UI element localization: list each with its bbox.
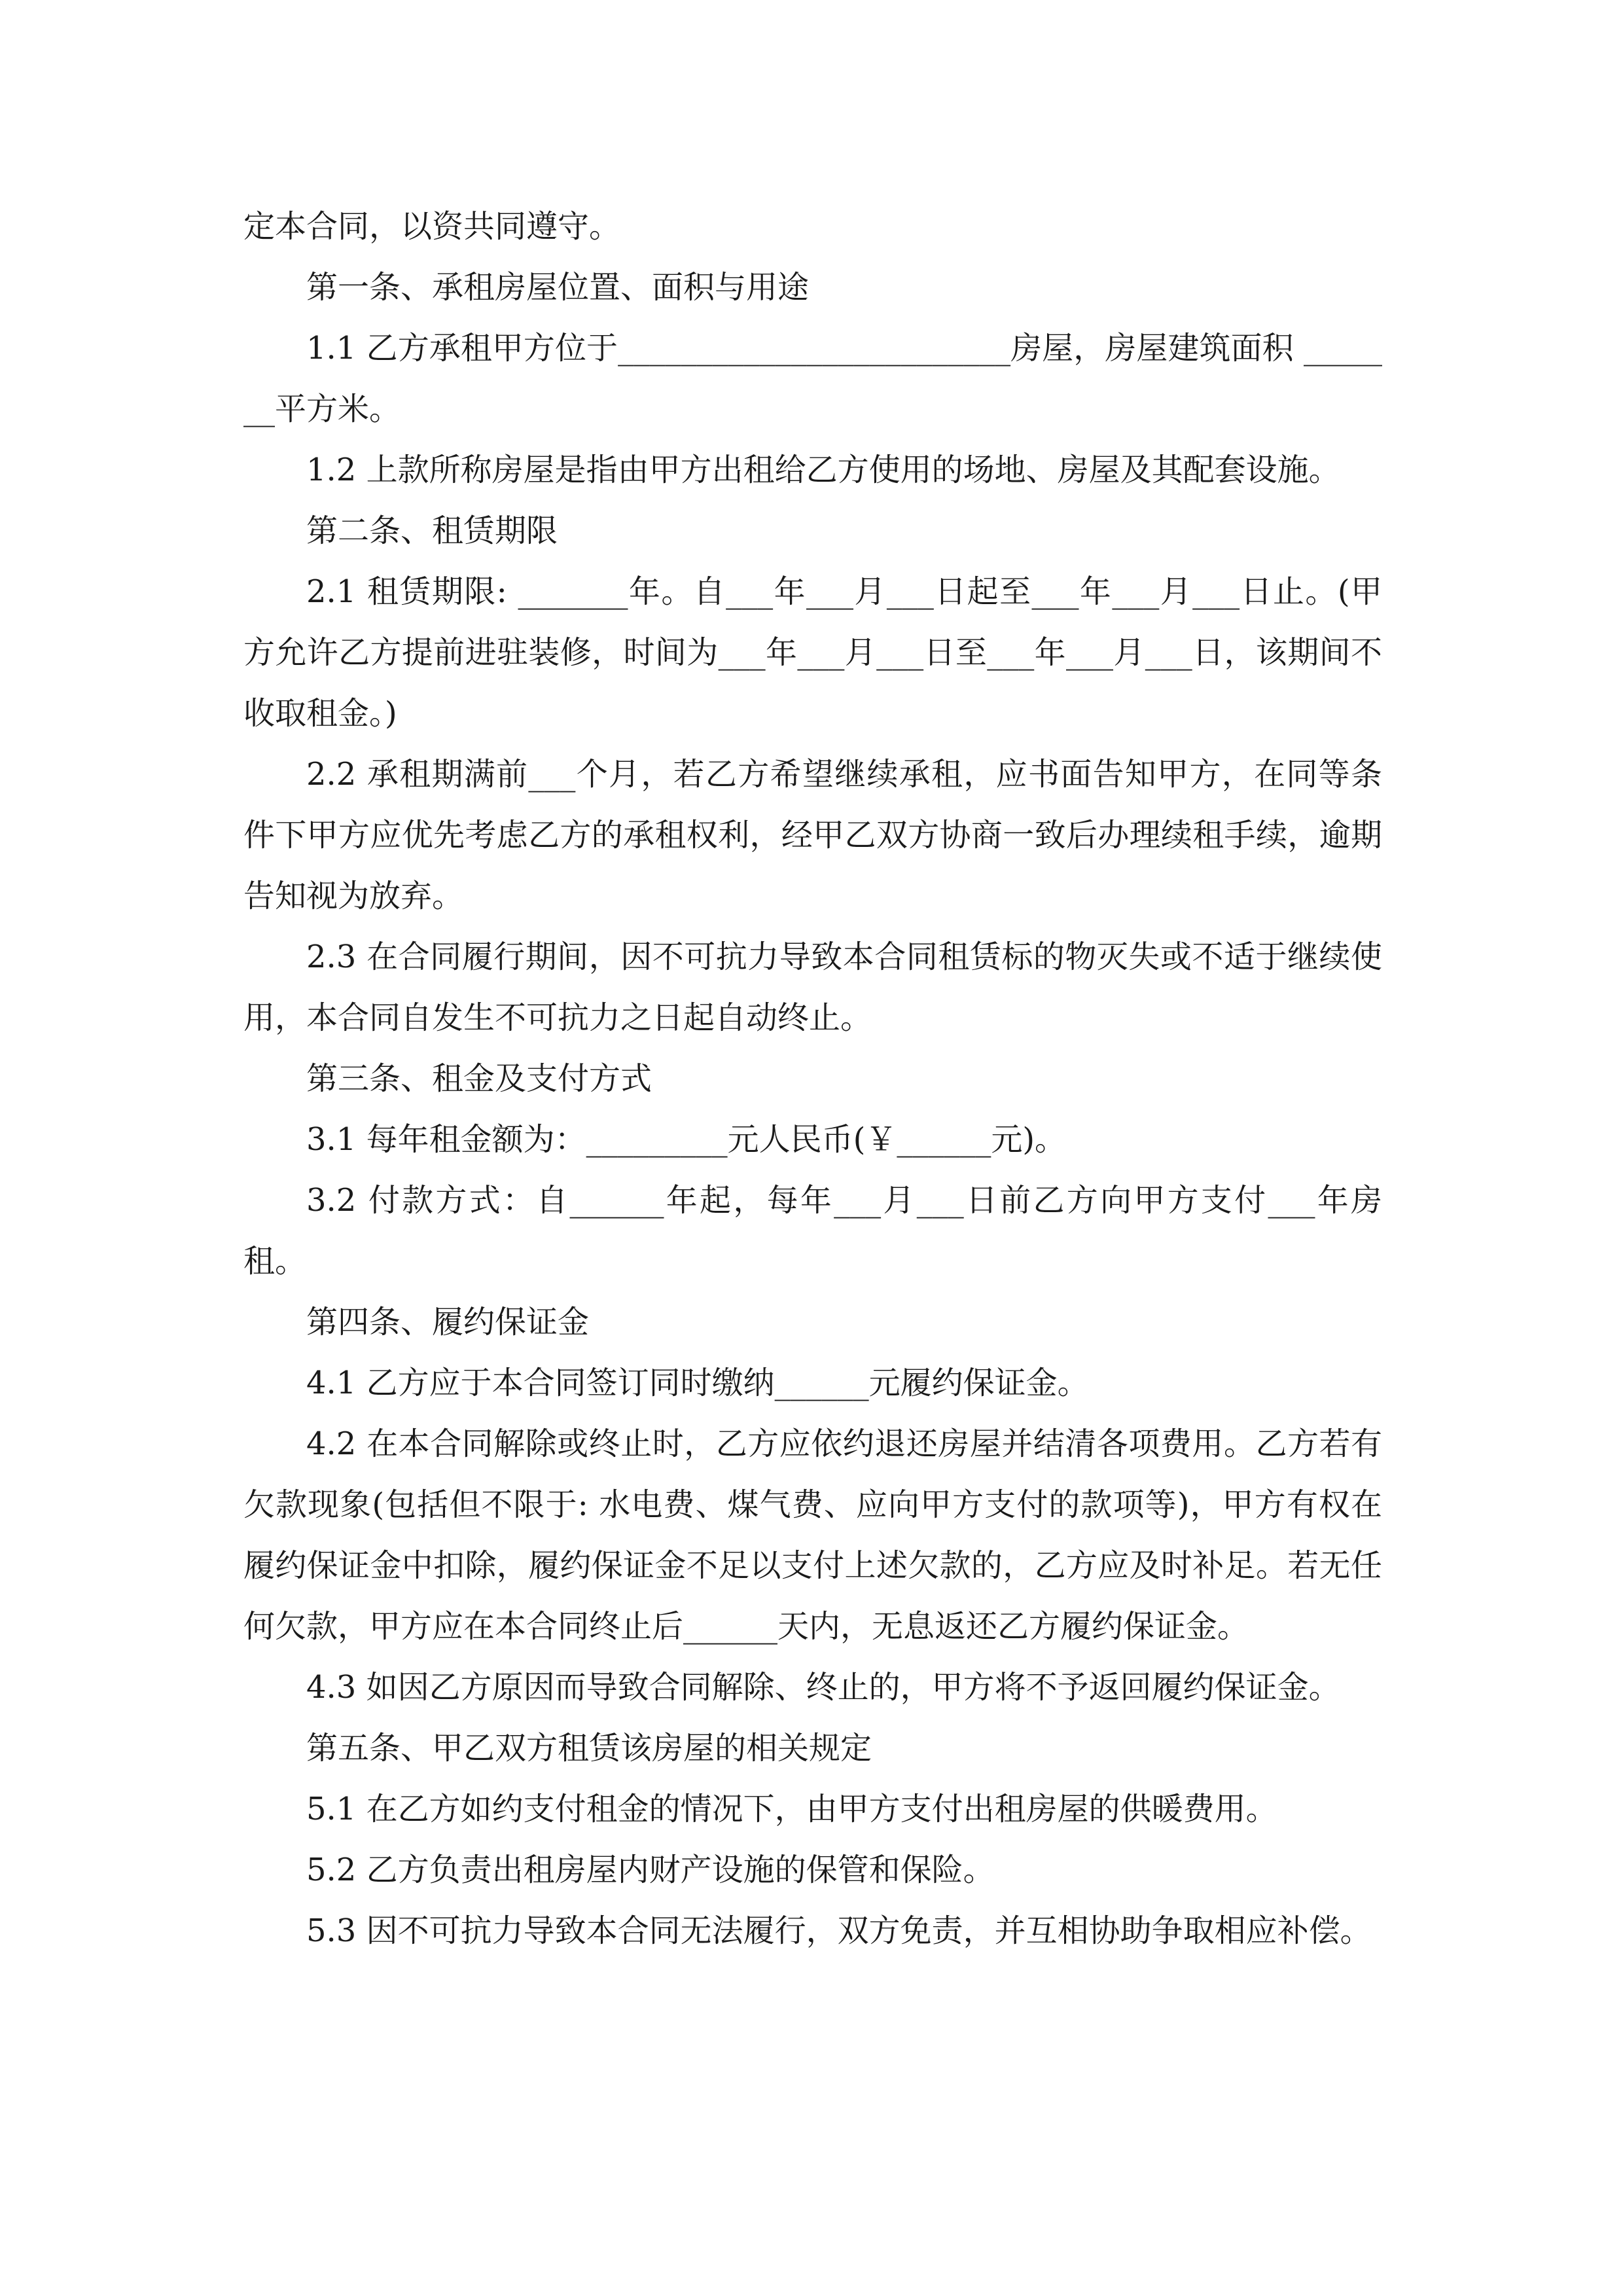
clause-1-1: 1.1 乙方承租甲方位于_________________________房屋，房屋建筑面积 _______平方米。 (243, 330, 1382, 427)
clause-4-1: 4.1 乙方应于本合同签订同时缴纳______元履约保证金。 (306, 1365, 1089, 1401)
clause-2-2: 2.2 承租期满前___个月，若乙方希望继续承租，应书面告知甲方，在同等条件下甲方应优先考虑乙方的承租权利，经甲乙双方协商一致后办理续租手续，逾期告知视为放弃。 (243, 756, 1382, 914)
clause-3-2: 3.2 付款方式：自______年起，每年___月___日前乙方向甲方支付___年房租。 (243, 1182, 1382, 1280)
clause-4-3: 4.3 如因乙方原因而导致合同解除、终止的，甲方将不予返回履约保证金。 (306, 1669, 1340, 1706)
heading-article-3: 第三条、租金及支付方式 (306, 1060, 652, 1097)
clause-2-3: 2.3 在合同履行期间，因不可抗力导致本合同租赁标的物灭失或不适于继续使用，本合同自发生不可抗力之日起自动终止。 (243, 939, 1382, 1036)
clause-5-1: 5.1 在乙方如约支付租金的情况下，由甲方支付出租房屋的供暖费用。 (306, 1791, 1277, 1827)
heading-article-1: 第一条、承租房屋位置、面积与用途 (306, 269, 810, 306)
heading-article-4: 第四条、履约保证金 (306, 1304, 590, 1340)
heading-article-5: 第五条、甲乙双方租赁该房屋的相关规定 (306, 1730, 872, 1767)
clause-5-3: 5.3 因不可抗力导致本合同无法履行，双方免责，并互相协助争取相应补偿。 (306, 1912, 1372, 1949)
clause-4-2: 4.2 在本合同解除或终止时，乙方应依约退还房屋并结清各项费用。乙方若有欠款现象(包括但不限于: 水电费、煤气费、应向甲方支付的款项等)，甲方有权在履约保证金中扣除，履约保证金不足以支付上述欠款的，乙方应及时补足。若无任何欠款，甲方应在本合同终止后______天内，无息返还乙方履约保证金。 (243, 1426, 1382, 1645)
paragraph-closing-clause: 定本合同，以资共同遵守。 (243, 208, 621, 245)
clause-5-2: 5.2 乙方负责出租房屋内财产设施的保管和保险。 (306, 1852, 995, 1888)
clause-1-2: 1.2 上款所称房屋是指由甲方出租给乙方使用的场地、房屋及其配套设施。 (306, 452, 1340, 488)
heading-article-2: 第二条、租赁期限 (306, 512, 558, 549)
clause-3-1: 3.1 每年租金额为：_________元人民币(￥______元)。 (306, 1121, 1067, 1158)
contract-body (243, 196, 1382, 1962)
clause-2-1: 2.1 租赁期限: _______年。自___年___月___日起至___年___月___日止。(甲方允许乙方提前进驻装修，时间为___年___月___日至___年___月___日，该期间不收取租金。) (243, 573, 1382, 732)
